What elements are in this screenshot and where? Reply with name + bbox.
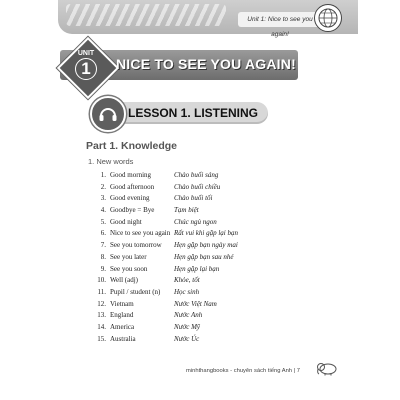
vocab-row [96, 205, 296, 217]
vocab-english: See you soon [110, 264, 148, 273]
vocab-number: 15. [97, 334, 106, 343]
vocab-row [96, 322, 296, 334]
page-footer: minhthangbooks - chuyên sách tiếng Anh | 7 [186, 368, 300, 374]
vocab-vietnamese: Nước Mỹ [174, 322, 201, 331]
header-decoration [66, 4, 226, 26]
vocab-number: 14. [97, 322, 106, 331]
vocab-vietnamese: Nước Úc [174, 334, 200, 343]
vocab-english: Well (adj) [110, 276, 139, 285]
vocab-number: 11. [97, 287, 106, 296]
vocab-vietnamese: Khỏe, tốt [174, 276, 200, 285]
vocab-vietnamese: Hẹn gặp bạn ngày mai [174, 241, 238, 250]
vocab-number: 4. [100, 206, 106, 215]
vocab-english: Goodbye = Bye [110, 206, 155, 215]
vocab-english: Good night [110, 217, 142, 226]
vocab-row [96, 182, 296, 194]
vocab-number: 1. [100, 171, 106, 179]
vocab-number: 3. [100, 194, 106, 203]
vocab-english: Nice to see you again [110, 229, 171, 238]
vocab-vietnamese: Hẹn gặp bạn sau nhé [174, 252, 234, 261]
unit-label: UNIT [77, 50, 95, 57]
vocab-english: England [110, 311, 134, 320]
vocab-row [96, 170, 296, 182]
vocab-number: 8. [100, 252, 106, 261]
vocab-number: 2. [100, 182, 106, 191]
unit-title: NICE TO SEE YOU AGAIN! [116, 56, 296, 72]
vocab-vietnamese: Rất vui khi gặp lại bạn [174, 229, 238, 238]
vocab-row [96, 275, 296, 287]
vocab-english: See you tomorrow [110, 241, 162, 250]
vocab-english: America [110, 322, 135, 331]
unit-badge-label [66, 49, 106, 80]
vocab-number: 12. [97, 299, 106, 308]
vocab-vietnamese: Học sinh [174, 287, 200, 296]
vocab-row [96, 240, 296, 252]
vocab-row [96, 252, 296, 264]
lesson-title: LESSON 1. LISTENING [128, 106, 259, 120]
vocab-vietnamese: Nước Việt Nam [174, 299, 217, 308]
vocab-english: Australia [110, 334, 136, 343]
vocab-number: 9. [100, 264, 106, 273]
vocab-vietnamese: Nước Anh [174, 311, 203, 320]
vocab-number: 5. [100, 217, 106, 226]
vocab-vietnamese: Tạm biệt [174, 206, 199, 215]
vocabulary-list [96, 170, 296, 345]
vocab-number: 6. [100, 229, 106, 238]
vocab-english: Good evening [110, 194, 150, 203]
vocab-vietnamese: Chúc ngủ ngon [174, 217, 217, 226]
headphones-icon [90, 96, 126, 132]
vocab-vietnamese: Hẹn gặp lại bạn [174, 264, 220, 273]
part-title: Part 1. Knowledge [86, 140, 178, 152]
vocab-vietnamese: Chào buổi sáng [174, 171, 219, 179]
vocab-row [96, 287, 296, 299]
vocab-number: 10. [97, 276, 106, 285]
vocab-english: Good morning [110, 171, 152, 179]
vocab-row [96, 310, 296, 322]
elephant-logo-icon [316, 360, 338, 376]
vocab-english: See you later [110, 252, 147, 261]
vocab-english: Pupil / student (n) [110, 287, 161, 296]
vocab-vietnamese: Chào buổi tối [174, 194, 213, 203]
section-title: 1. New words [88, 157, 134, 166]
vocab-row [96, 193, 296, 205]
header-unit-tag: Unit 1: Nice to see you again! [238, 12, 322, 27]
vocab-vietnamese: Chào buổi chiều [174, 182, 221, 191]
vocab-row [96, 228, 296, 240]
vocab-english: Good afternoon [110, 182, 155, 191]
vocab-row [96, 299, 296, 311]
globe-icon [314, 4, 342, 32]
vocab-english: Vietnam [110, 299, 134, 308]
vocab-row [96, 334, 296, 346]
vocab-row [96, 217, 296, 229]
vocab-row [96, 264, 296, 276]
unit-number: 1 [75, 58, 97, 80]
vocab-number: 7. [100, 241, 106, 250]
vocab-number: 13. [97, 311, 106, 320]
